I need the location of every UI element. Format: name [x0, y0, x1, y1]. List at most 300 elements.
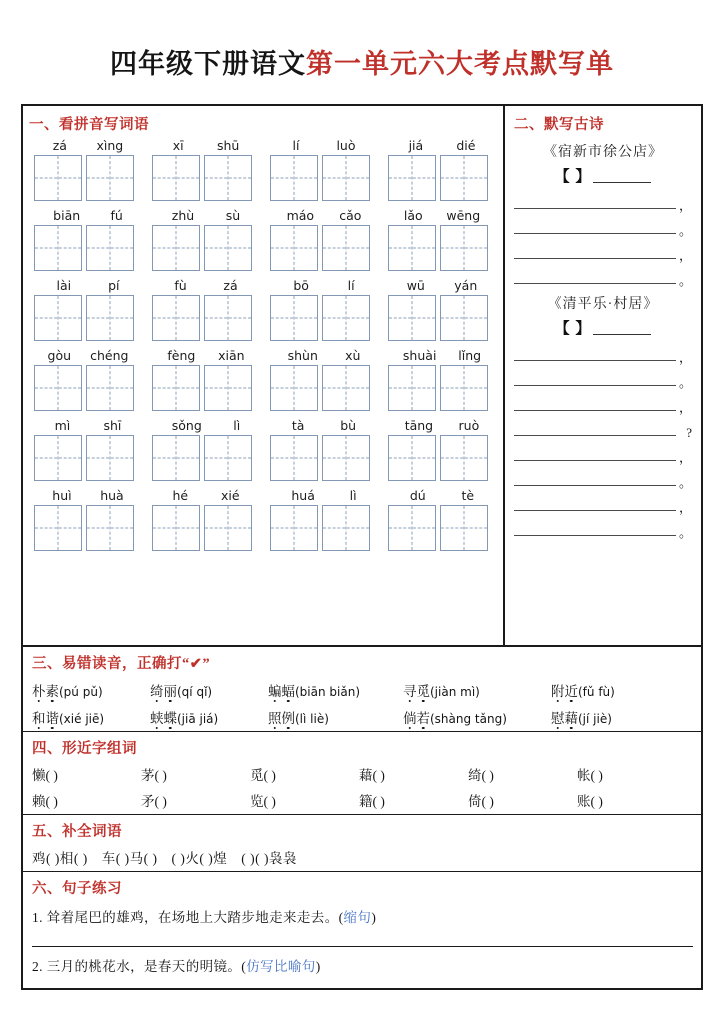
pinyin-syllable: huì: [52, 488, 72, 503]
writing-grid: [383, 295, 501, 341]
pinyin-word-group: [29, 278, 503, 341]
writing-grid: [29, 155, 147, 201]
pronunciation-item[interactable]: [403, 707, 551, 727]
writing-cell[interactable]: [86, 365, 134, 411]
answer-rule: [514, 208, 676, 209]
similar-char-item[interactable]: 帐( ): [577, 768, 603, 783]
writing-grid: [383, 435, 501, 481]
poem-author-line: [514, 165, 692, 186]
marked-char: 绮: [150, 684, 164, 699]
pinyin-word-group: [29, 488, 503, 551]
pinyin-syllable: tè: [461, 488, 475, 503]
marked-char: 附: [551, 684, 565, 699]
pinyin-labels: [383, 348, 501, 365]
writing-cell[interactable]: [322, 435, 370, 481]
pronunciation-options[interactable]: (qí qǐ): [177, 685, 213, 699]
section6: [23, 872, 701, 979]
writing-cell[interactable]: [270, 365, 318, 411]
pinyin-word: [265, 278, 383, 341]
pinyin-labels: [147, 348, 265, 365]
line-punctuation: ，: [678, 198, 692, 213]
poem-title: 《宿新市徐公店》: [543, 145, 663, 160]
author-bracket[interactable]: 【 】: [554, 169, 592, 185]
writing-cell[interactable]: [34, 225, 82, 271]
pinyin-labels: [265, 208, 383, 225]
pinyin-syllable: ruò: [458, 418, 480, 433]
pinyin-row: [29, 348, 503, 411]
section4: [23, 732, 701, 815]
writing-grid: [147, 295, 265, 341]
pinyin-word: [29, 208, 147, 271]
similar-char-item[interactable]: 账( ): [577, 794, 603, 809]
marked-char: 若: [416, 711, 430, 726]
marked-char: 倘: [403, 711, 417, 726]
writing-grid: [383, 505, 501, 551]
writing-cell[interactable]: [152, 155, 200, 201]
pinyin-syllable: cǎo: [339, 208, 362, 223]
quote-close: ”: [202, 656, 211, 672]
marked-char: 藉: [564, 711, 578, 726]
pinyin-syllable: dié: [456, 138, 476, 153]
pinyin-block: [23, 106, 503, 551]
pinyin-syllable: lì: [349, 488, 357, 503]
line-punctuation: 。: [678, 525, 692, 540]
pinyin-syllable: yán: [454, 278, 478, 293]
pinyin-syllable: bù: [340, 418, 357, 433]
pinyin-labels: [147, 278, 265, 295]
sentence-1: [32, 906, 693, 926]
marked-char: 素: [45, 684, 59, 699]
pinyin-row: [29, 208, 503, 271]
pinyin-syllable: lǐng: [458, 348, 482, 363]
similar-char-item[interactable]: 懒( ): [32, 768, 58, 783]
pinyin-syllable: lì: [233, 418, 241, 433]
pronunciation-item[interactable]: [551, 680, 615, 700]
pinyin-syllable: bō: [293, 278, 309, 293]
pinyin-word: [147, 208, 265, 271]
writing-cell[interactable]: [440, 365, 488, 411]
pinyin-syllable: zhù: [171, 208, 195, 223]
pinyin-word: [383, 418, 501, 481]
sentence-2-close: ): [315, 959, 321, 974]
writing-cell[interactable]: [34, 435, 82, 481]
line-punctuation: ，: [678, 500, 692, 515]
writing-cell[interactable]: [388, 365, 436, 411]
pronunciation-item[interactable]: [268, 680, 403, 700]
writing-grid: [383, 365, 501, 411]
writing-cell[interactable]: [204, 505, 252, 551]
pinyin-row: [29, 488, 503, 551]
similar-char-row-2: [32, 790, 693, 810]
section2-heading: 二、默写古诗: [514, 117, 604, 133]
writing-cell[interactable]: [86, 295, 134, 341]
pinyin-syllable: fú: [110, 208, 123, 223]
section4-heading: 四、形近字组词: [32, 741, 137, 757]
pinyin-word: [147, 278, 265, 341]
pinyin-syllable: zá: [52, 138, 67, 153]
pinyin-syllable: sǒng: [171, 418, 202, 433]
pinyin-labels: [29, 418, 147, 435]
writing-cell[interactable]: [204, 155, 252, 201]
writing-cell[interactable]: [270, 225, 318, 271]
similar-char-item[interactable]: 绮( ): [468, 768, 494, 783]
writing-grid: [383, 225, 501, 271]
writing-cell[interactable]: [440, 295, 488, 341]
pinyin-syllable: wēng: [446, 208, 481, 223]
pinyin-word-group: [29, 208, 503, 271]
similar-char-item[interactable]: 矛( ): [141, 794, 167, 809]
poem-answer-line[interactable]: [514, 441, 692, 463]
poem-answer-line[interactable]: [514, 341, 692, 363]
marked-char: 照: [268, 711, 282, 726]
writing-grid: [383, 155, 501, 201]
pronunciation-row: [32, 680, 693, 700]
section3-heading: [32, 652, 693, 673]
pinyin-word-group: [29, 348, 503, 411]
pinyin-labels: [147, 418, 265, 435]
similar-char-item[interactable]: 藉( ): [359, 768, 385, 783]
pinyin-word-group: [29, 138, 503, 201]
line-punctuation: 。: [678, 475, 692, 490]
marked-char: 和: [32, 711, 46, 726]
pinyin-syllable: xù: [345, 348, 361, 363]
pinyin-labels: [383, 418, 501, 435]
answer-rule: [514, 233, 676, 234]
pinyin-syllable: huà: [100, 488, 124, 503]
marked-char: 蛱: [150, 711, 164, 726]
pinyin-syllable: lǎo: [403, 208, 423, 223]
writing-grid: [265, 295, 383, 341]
answer-rule: [514, 535, 676, 536]
writing-cell[interactable]: [388, 435, 436, 481]
writing-cell[interactable]: [204, 295, 252, 341]
author-underline[interactable]: [593, 182, 651, 183]
pronunciation-item[interactable]: [150, 680, 268, 700]
pinyin-word: [29, 348, 147, 411]
writing-cell[interactable]: [204, 225, 252, 271]
line-punctuation: ，: [678, 248, 692, 263]
pinyin-syllable: shī: [103, 418, 122, 433]
pinyin-word: [383, 138, 501, 201]
pinyin-word: [265, 418, 383, 481]
pinyin-syllable: máo: [286, 208, 315, 223]
marked-char: 寻: [403, 684, 417, 699]
poem-answer-line[interactable]: [514, 366, 692, 388]
pinyin-syllable: sù: [225, 208, 241, 223]
pinyin-labels: [383, 138, 501, 155]
pronunciation-item[interactable]: [150, 707, 268, 727]
pronunciation-options[interactable]: (xié jiē): [59, 712, 105, 726]
pinyin-labels: [29, 138, 147, 155]
pinyin-labels: [29, 208, 147, 225]
writing-grid: [147, 505, 265, 551]
sentence-1-close: ): [371, 910, 377, 925]
pinyin-syllable: lài: [56, 278, 72, 293]
pinyin-syllable: xiān: [218, 348, 245, 363]
sentence-2-text: 2. 三月的桃花水，是春天的明镜。(: [32, 959, 247, 974]
marked-char: 例: [281, 711, 295, 726]
similar-char-row-1: [32, 764, 693, 784]
pronunciation-item[interactable]: [551, 707, 612, 727]
pronunciation-item[interactable]: [32, 707, 150, 727]
writing-cell[interactable]: [204, 365, 252, 411]
pinyin-labels: [29, 348, 147, 365]
writing-cell[interactable]: [152, 505, 200, 551]
pinyin-syllable: biān: [53, 208, 81, 223]
pinyin-word: [383, 348, 501, 411]
marked-char: 蝶: [163, 711, 177, 726]
pinyin-syllable: dú: [409, 488, 426, 503]
pinyin-syllable: wū: [406, 278, 425, 293]
pinyin-syllable: mì: [54, 418, 71, 433]
writing-cell[interactable]: [152, 435, 200, 481]
pinyin-row: [29, 278, 503, 341]
pinyin-labels: [265, 348, 383, 365]
pinyin-word-group: [29, 418, 503, 481]
pinyin-rows: [29, 138, 503, 551]
writing-cell[interactable]: [34, 295, 82, 341]
page-title-black: 四年级下册语文: [110, 49, 306, 79]
line-punctuation: ，: [678, 400, 692, 415]
pinyin-word: [29, 488, 147, 551]
poem-answer-line[interactable]: [514, 189, 692, 211]
writing-cell[interactable]: [152, 295, 200, 341]
sentence-2-hint: 仿写比喻句: [246, 959, 316, 974]
complete-phrase-item[interactable]: 鸡( )相( ): [32, 851, 88, 866]
writing-grid: [147, 225, 265, 271]
complete-phrase-item[interactable]: ( )( )袅袅: [241, 851, 297, 866]
pinyin-syllable: shùn: [287, 348, 318, 363]
writing-grid: [265, 155, 383, 201]
pinyin-word: [29, 418, 147, 481]
marked-char: 谐: [45, 711, 59, 726]
pinyin-syllable: lí: [347, 278, 355, 293]
pinyin-syllable: xìng: [96, 138, 124, 153]
pinyin-syllable: jiá: [408, 138, 424, 153]
pinyin-labels: [29, 278, 147, 295]
writing-grid: [29, 435, 147, 481]
writing-cell[interactable]: [34, 155, 82, 201]
marked-char: 丽: [163, 684, 177, 699]
poem-answer-line[interactable]: [514, 516, 692, 538]
pinyin-syllable: fèng: [167, 348, 196, 363]
section6-heading: 六、句子练习: [32, 881, 122, 897]
sentence-2: [32, 955, 693, 975]
poem-answer-line[interactable]: [514, 391, 692, 413]
pronunciation-options[interactable]: (pú pǔ): [59, 685, 103, 699]
poem-wrap: [505, 106, 701, 538]
pronunciation-options[interactable]: (lì liè): [295, 712, 329, 726]
writing-cell[interactable]: [322, 365, 370, 411]
line-punctuation: ，: [678, 450, 692, 465]
writing-grid: [29, 505, 147, 551]
writing-grid: [29, 295, 147, 341]
pronunciation-options[interactable]: (shàng tǎng): [430, 712, 507, 726]
lower-sections: [23, 647, 701, 988]
writing-grid: [265, 225, 383, 271]
pinyin-syllable: fù: [174, 278, 187, 293]
answer-rule: [514, 460, 676, 461]
answer-rule: [514, 360, 676, 361]
writing-cell[interactable]: [86, 225, 134, 271]
writing-cell[interactable]: [440, 505, 488, 551]
writing-cell[interactable]: [86, 435, 134, 481]
complete-phrase-row: [32, 847, 693, 867]
writing-cell[interactable]: [388, 295, 436, 341]
writing-grid: [29, 365, 147, 411]
pinyin-word: [147, 418, 265, 481]
pinyin-row: [29, 138, 503, 201]
answer-rule-1: [32, 946, 693, 947]
pinyin-labels: [265, 138, 383, 155]
author-underline[interactable]: [593, 334, 651, 335]
section5: [23, 815, 701, 872]
pinyin-word: [147, 138, 265, 201]
complete-phrase-item[interactable]: ( )火( )煌: [171, 851, 228, 866]
writing-cell[interactable]: [270, 435, 318, 481]
marked-char: 朴: [32, 684, 46, 699]
marked-char: 蝠: [281, 684, 295, 699]
poem-answer-line[interactable]: [514, 239, 692, 261]
pinyin-syllable: tāng: [404, 418, 434, 433]
writing-cell[interactable]: [34, 365, 82, 411]
pinyin-syllable: zá: [223, 278, 238, 293]
pronunciation-options[interactable]: (jí jiè): [578, 712, 612, 726]
writing-cell[interactable]: [388, 505, 436, 551]
poem-list: [514, 141, 692, 538]
marked-char: 蝙: [268, 684, 282, 699]
pinyin-syllable: shū: [216, 138, 240, 153]
sentence-1-text: 1. 耸着尾巴的雄鸡，在场地上大踏步地走来走去。(: [32, 910, 344, 925]
pinyin-labels: [383, 278, 501, 295]
writing-cell[interactable]: [388, 225, 436, 271]
pinyin-word: [29, 138, 147, 201]
poem-answer-line[interactable]: [514, 491, 692, 513]
section1-column: [23, 106, 505, 645]
pronunciation-options[interactable]: (jiàn mì): [430, 685, 480, 699]
writing-cell[interactable]: [152, 365, 200, 411]
pinyin-syllable: xié: [220, 488, 240, 503]
poem-title: 《清平乐·村居》: [547, 297, 659, 312]
line-punctuation: 。: [678, 223, 692, 238]
similar-char-item[interactable]: 倚( ): [468, 794, 494, 809]
check-icon: ✔: [189, 656, 203, 672]
writing-grid: [29, 225, 147, 271]
writing-cell[interactable]: [270, 295, 318, 341]
pinyin-labels: [147, 208, 265, 225]
writing-cell[interactable]: [152, 225, 200, 271]
writing-grid: [147, 435, 265, 481]
pinyin-word: [147, 348, 265, 411]
pinyin-labels: [29, 488, 147, 505]
page-title-red: 第一单元六大考点默写单: [306, 49, 614, 79]
section3: [23, 647, 701, 732]
poem-answer-line[interactable]: [514, 214, 692, 236]
pinyin-word: [383, 278, 501, 341]
writing-cell[interactable]: [440, 155, 488, 201]
writing-cell[interactable]: [270, 505, 318, 551]
pinyin-syllable: chéng: [90, 348, 129, 363]
pinyin-labels: [265, 488, 383, 505]
writing-grid: [147, 365, 265, 411]
pinyin-labels: [265, 278, 383, 295]
poem-answer-line[interactable]: [514, 466, 692, 488]
similar-char-item[interactable]: 茅( ): [141, 768, 167, 783]
pronunciation-item[interactable]: [32, 680, 150, 700]
writing-cell[interactable]: [204, 435, 252, 481]
line-punctuation: ?: [686, 425, 692, 440]
writing-cell[interactable]: [322, 225, 370, 271]
pronunciation-options[interactable]: (fǔ fù): [578, 685, 615, 699]
pinyin-row: [29, 418, 503, 481]
complete-phrase-item[interactable]: 车( )马( ): [101, 851, 158, 866]
author-bracket[interactable]: 【 】: [554, 321, 592, 337]
pronunciation-item[interactable]: [403, 680, 551, 700]
writing-cell[interactable]: [86, 505, 134, 551]
answer-rule: [514, 410, 676, 411]
answer-rule: [514, 283, 676, 284]
pinyin-word: [265, 138, 383, 201]
answer-rule: [514, 435, 676, 436]
line-punctuation: 。: [678, 375, 692, 390]
poem-answer-line[interactable]: [514, 416, 692, 438]
writing-cell[interactable]: [440, 435, 488, 481]
top-band: [23, 106, 701, 647]
similar-char-item[interactable]: 赖( ): [32, 794, 58, 809]
writing-grid: [265, 435, 383, 481]
pinyin-syllable: shuài: [402, 348, 437, 363]
writing-cell[interactable]: [34, 505, 82, 551]
line-punctuation: ，: [678, 350, 692, 365]
page-title: [0, 0, 724, 81]
writing-cell[interactable]: [86, 155, 134, 201]
writing-cell[interactable]: [322, 295, 370, 341]
marked-char: 近: [564, 684, 578, 699]
writing-grid: [147, 155, 265, 201]
answer-rule: [514, 485, 676, 486]
pinyin-word: [383, 488, 501, 551]
answer-rule: [514, 385, 676, 386]
writing-cell[interactable]: [388, 155, 436, 201]
writing-grid: [265, 505, 383, 551]
pronunciation-row: [32, 707, 693, 727]
pinyin-syllable: tà: [291, 418, 305, 433]
pinyin-labels: [147, 138, 265, 155]
sentence-1-hint: 缩句: [343, 910, 372, 925]
quote-open: “: [182, 656, 190, 672]
pinyin-syllable: pí: [108, 278, 120, 293]
pinyin-word: [383, 208, 501, 271]
pronunciation-options[interactable]: (jiā jiá): [177, 712, 219, 726]
pinyin-syllable: xī: [172, 138, 184, 153]
pinyin-labels: [383, 488, 501, 505]
writing-cell[interactable]: [322, 505, 370, 551]
similar-char-item[interactable]: 籍( ): [359, 794, 385, 809]
pronunciation-item[interactable]: [268, 707, 403, 727]
writing-cell[interactable]: [270, 155, 318, 201]
writing-cell[interactable]: [440, 225, 488, 271]
worksheet-frame: [21, 104, 703, 990]
similar-char-item[interactable]: 览( ): [250, 794, 276, 809]
poem-answer-line[interactable]: [514, 264, 692, 286]
similar-char-item[interactable]: 觅( ): [250, 768, 276, 783]
writing-cell[interactable]: [322, 155, 370, 201]
pinyin-syllable: lí: [292, 138, 300, 153]
pronunciation-options[interactable]: (biān biǎn): [295, 685, 360, 699]
pinyin-labels: [383, 208, 501, 225]
section2-column: [505, 106, 701, 645]
section1-heading: 一、看拼音写词语: [29, 117, 149, 133]
